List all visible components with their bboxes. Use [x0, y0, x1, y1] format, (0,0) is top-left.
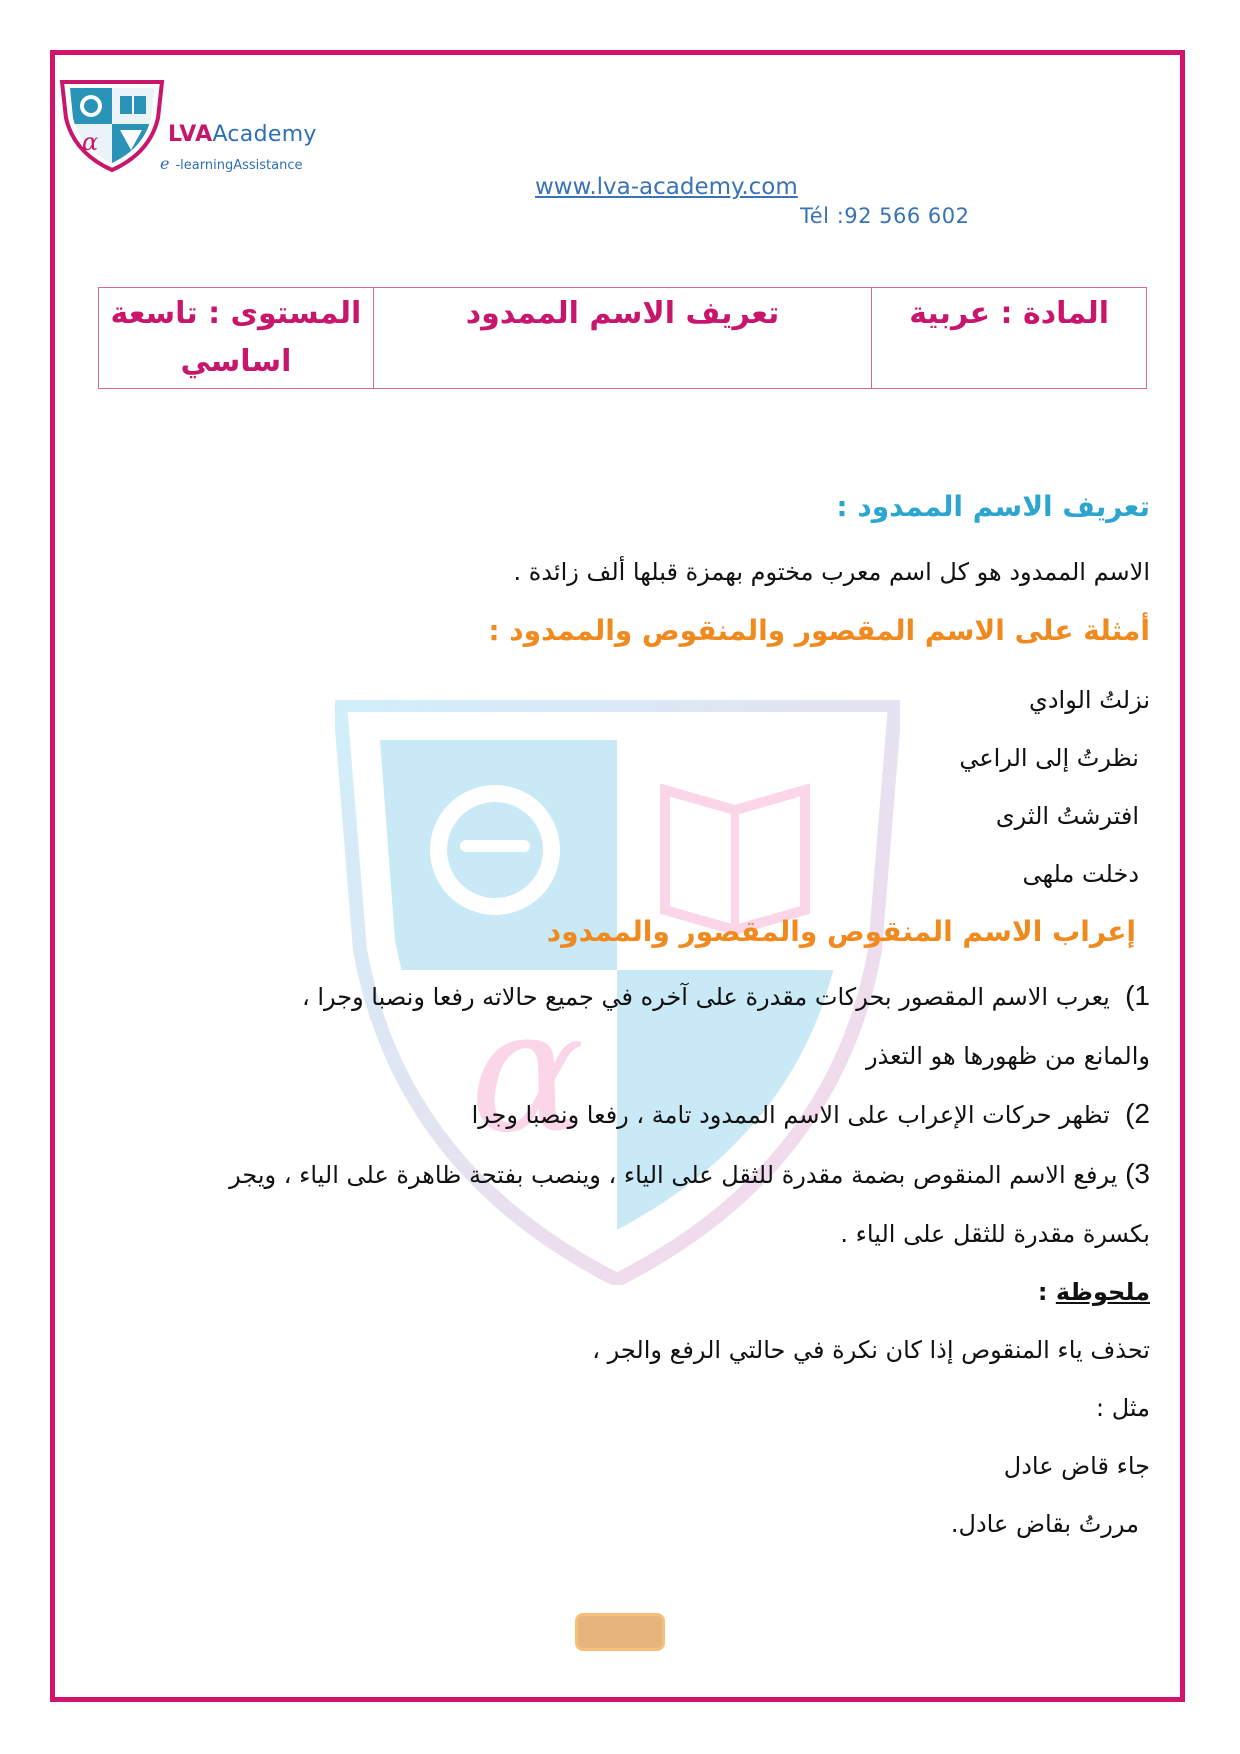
tagline-e: e	[160, 154, 170, 173]
examples-heading: أمثلة على الاسم المقصور والمنقوص والممدود :	[488, 614, 1150, 647]
lva-academy-logo	[58, 78, 166, 173]
definition-text: الاسم الممدود هو كل اسم معرب مختوم بهمزة قبلها ألف زائدة .	[513, 558, 1150, 586]
rule-number: 3)	[1125, 1158, 1150, 1189]
note-example: جاء قاض عادل	[1003, 1452, 1150, 1480]
website-link[interactable]: www.lva-academy.com	[535, 174, 798, 200]
svg-text:α: α	[82, 128, 99, 156]
example-item: افترشتُ الثرى	[995, 802, 1139, 830]
rule-1	[150, 980, 1150, 1012]
rule-2	[472, 1098, 1150, 1130]
note-label: ملحوظة	[1055, 1278, 1150, 1306]
level-cell: المستوى : تاسعة اساسي	[99, 288, 374, 389]
note-colon: :	[1037, 1278, 1056, 1306]
info-table	[98, 287, 1147, 389]
tagline	[160, 154, 302, 173]
note-heading	[1038, 1278, 1150, 1306]
brand-name	[168, 122, 317, 147]
rule-text: يعرب الاسم المقصور بحركات مقدرة على آخره في جميع حالاته رفعا ونصبا وجرا ،	[301, 983, 1110, 1011]
note-example: مررتُ بقاض عادل.	[950, 1510, 1139, 1538]
subject-cell: المادة : عربية	[872, 288, 1147, 389]
rule-number: 2)	[1125, 1098, 1150, 1129]
parsing-heading: إعراب الاسم المنقوص والمقصور والممدود	[546, 915, 1136, 948]
rule-3	[95, 1158, 1150, 1190]
definition-heading: تعريف الاسم الممدود :	[836, 490, 1150, 523]
tagline-text: -learningAssistance	[175, 158, 303, 173]
lesson-title-cell: تعريف الاسم الممدود	[373, 288, 871, 389]
example-item: نظرتُ إلى الراعي	[959, 744, 1139, 772]
svg-text:α: α	[470, 973, 585, 1171]
example-item: دخلت ملهى	[1022, 860, 1139, 888]
rule-1-continuation: والمانع من ظهورها هو التعذر	[865, 1042, 1150, 1070]
example-item: نزلتُ الوادي	[1029, 686, 1150, 714]
rule-text: تظهر حركات الإعراب على الاسم الممدود تامة ، رفعا ونصبا وجرا	[471, 1101, 1110, 1129]
example-label: مثل :	[1096, 1394, 1150, 1422]
rule-number: 1)	[1125, 980, 1150, 1011]
page-number-tab	[575, 1613, 665, 1651]
rule-text: يرفع الاسم المنقوص بضمة مقدرة للثقل على الياء ، وينصب بفتحة ظاهرة على الياء ، ويجر	[229, 1161, 1118, 1189]
brand-lva: LVA	[168, 122, 213, 147]
note-text: تحذف ياء المنقوص إذا كان نكرة في حالتي الرفع والجر ،	[592, 1336, 1150, 1364]
brand-academy: Academy	[212, 122, 317, 147]
phone-number: Tél :92 566 602	[800, 204, 970, 228]
rule-3-continuation: بكسرة مقدرة للثقل على الياء .	[840, 1220, 1150, 1248]
